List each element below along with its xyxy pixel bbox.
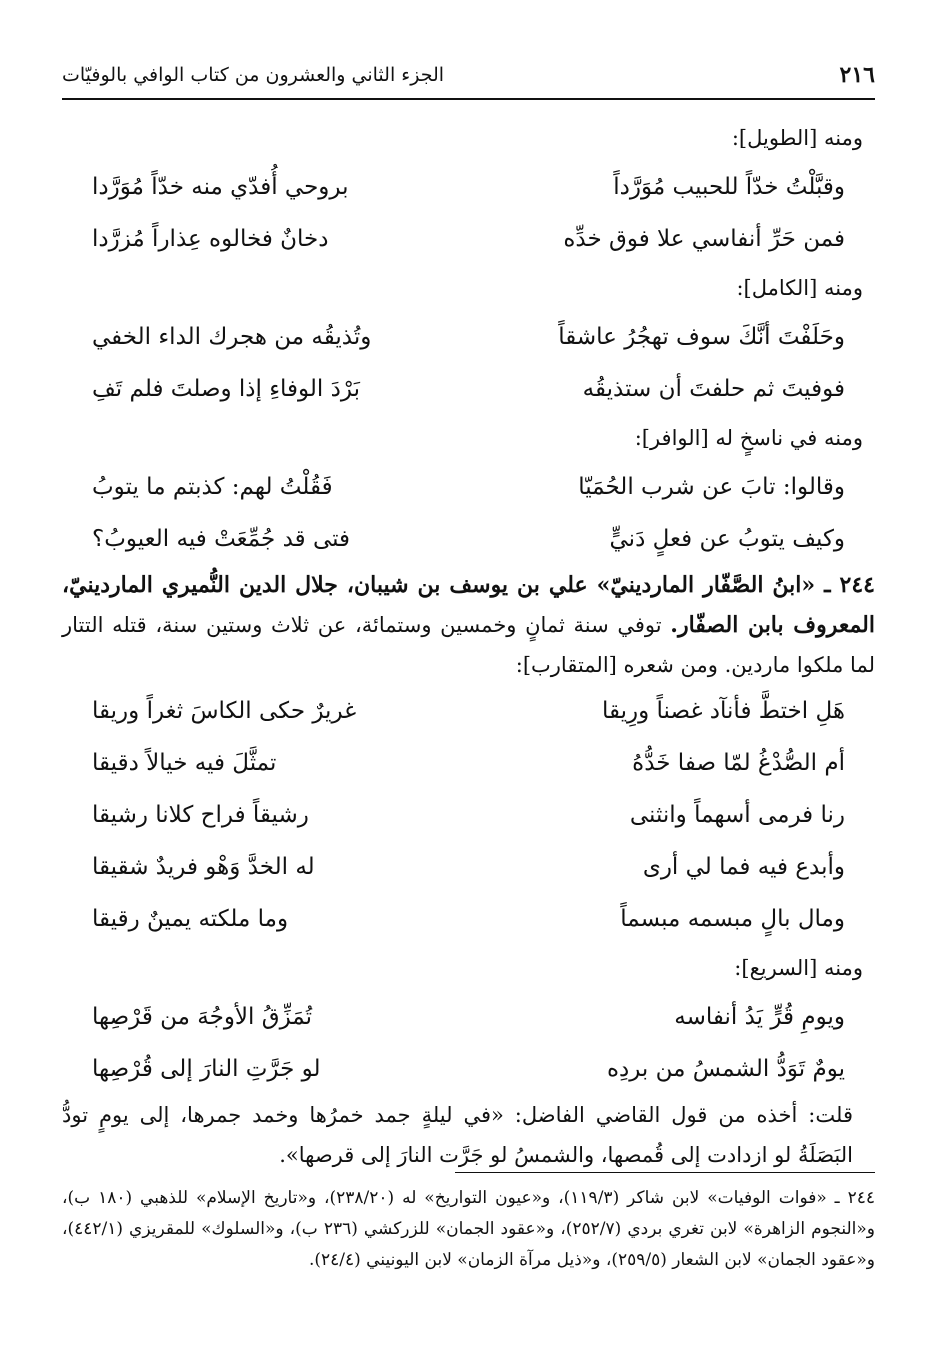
verse-second-hemistich: فتى قد جُمِّعَتْ فيه العيوبُ؟ [92,526,351,552]
verse-line [62,737,875,789]
verse-second-hemistich: تمثَّلَ فيه خيالاً دقيقا [92,750,277,776]
poem-intro: ومنه في ناسخٍ له [الوافر]: [634,426,863,450]
verse-first-hemistich: يومٌ تَوَدُّ الشمسُ من بردِه [606,1056,845,1082]
editor-note: قلت: أخذه من قول القاضي الفاضل: «في ليلةٍ جمد خمرُها وخمد جمرها، إلى يومٍ تودُّ البَصَلَةُ لو ازدادت إلى قُمصها، والشمسُ لو جَرَّت النارَ إلى قرصها». [62,1103,853,1167]
verse-second-hemistich: غريرٌ حكى الكاسَ ثغراً وريقا [92,698,357,724]
verse-first-hemistich: فوفيتَ ثم حلفتَ أن ستذيقُه [582,376,845,402]
verse-first-hemistich: وقبَّلْتُ خدّاً للحبيب مُوَرَّداً [613,174,845,200]
verse-second-hemistich: فَقُلْتُ لهم: كذبتم ما يتوبُ [92,474,333,500]
verse-line [62,789,875,841]
verse-line [62,311,875,363]
verse-second-hemistich: وتُذيقُه من هجرك الداء الخفي [92,324,372,350]
verse-second-hemistich: بروحي أُفدّي منه خدّاً مُوَرَّدا [92,174,349,200]
verse-line [62,1043,875,1095]
verse-second-hemistich: رشيقاً فراح كلانا رشيقا [92,802,309,828]
biography-entry [62,565,875,685]
verse-line [62,991,875,1043]
verse-first-hemistich: وأبدع فيه فما لي أرى [642,854,845,880]
verse-line [62,513,875,565]
verse-first-hemistich: ويومِ قُرٍّ يَدُ أنفاسه [674,1004,845,1030]
verse-first-hemistich: وقالوا: تابَ عن شرب الحُمَيّا [578,474,845,500]
verse-line [62,841,875,893]
verse-second-hemistich: دخانٌ فخالوه عِذاراً مُزرَّدا [92,226,329,252]
poem-intro: ومنه [السريع]: [734,956,863,980]
verse-second-hemistich: بَرْدَ الوفاءِ إذا وصلتَ فلم تَفِ [92,376,360,402]
biography-text: توفي سنة ثمانٍ وخمسين وستمائة، عن ثلاث وستين سنة، قتله التتار لما ملكوا ماردين. ومن شعره [المتقارب]: [62,613,875,677]
verse-first-hemistich: وكيف يتوبُ عن فعلٍ دَنيٍّ [609,526,845,552]
verse-first-hemistich: وحَلَفْتَ أنَّكَ سوف تهجُرُ عاشقاً [558,324,845,350]
verse-first-hemistich: رنا فرمى أسهماً وانثنى [629,802,845,828]
verse-first-hemistich: أم الصُّدْغُ لمّا صفا خَدُّهُ [632,750,845,776]
verse-first-hemistich: ومال بالٍ مبسمه مبسماً [620,906,845,932]
verse-first-hemistich: فمن حَرِّ أنفاسي علا فوق خدِّه [563,226,845,252]
verse-second-hemistich: لو جَرَّتِ النارَ إلى قُرْصِها [92,1056,321,1082]
page-header [62,52,875,100]
footnote-divider [455,1172,875,1173]
verse-line [62,363,875,415]
verse-line [62,685,875,737]
verse-line [62,893,875,945]
biography-title: ٢٤٤ ـ «ابنُ الصَّفّار الماردينيّ» علي بن يوسف بن شيبان، جلال الدين النُّميري الماردينيّ، المعروف بابن الصفّار. [62,572,875,638]
verse-second-hemistich: تُمَزِّقُ الأوجُهَ من قَرْصِها [92,1004,312,1030]
verse-line [62,161,875,213]
verse-line [62,461,875,513]
footnotes [62,1172,875,1276]
verse-first-hemistich: هَلِ اختطَّ فأنآد غصناً ورِيقا [601,698,845,724]
verse-second-hemistich: له الخدَّ وَهْو فريدٌ شقيقا [92,854,315,880]
footnote-text: ٢٤٤ ـ «فوات الوفيات» لابن شاكر (١١٩/٣)، و«عيون التواريخ» له (٢٣٨/٢٠)، و«تاريخ الإسلام» للذهبي (١٨٠ ب)، و«النجوم الزاهرة» لابن تغري بردي (٢٥٢/٧)، و«عقود الجمان» للزركشي (٢٣٦ ب)، و«السلوك» للمقريزي (٤٤٢/١)، و«عقود الجمان» لابن الشعار (٢٥٩/٥)، و«ذيل مرآة الزمان» لابن اليونيني (٢٤/٤). [62,1188,876,1270]
page-body [62,115,875,1175]
verse-line [62,213,875,265]
poem-intro: ومنه [الطويل]: [731,126,863,150]
page-number: ٢١٦ [839,62,875,88]
verse-second-hemistich: وما ملكته يمينٌ رقيقا [92,906,289,932]
running-title: الجزء الثاني والعشرون من كتاب الوافي بالوفيّات [62,64,445,86]
poem-intro: ومنه [الكامل]: [736,276,863,300]
